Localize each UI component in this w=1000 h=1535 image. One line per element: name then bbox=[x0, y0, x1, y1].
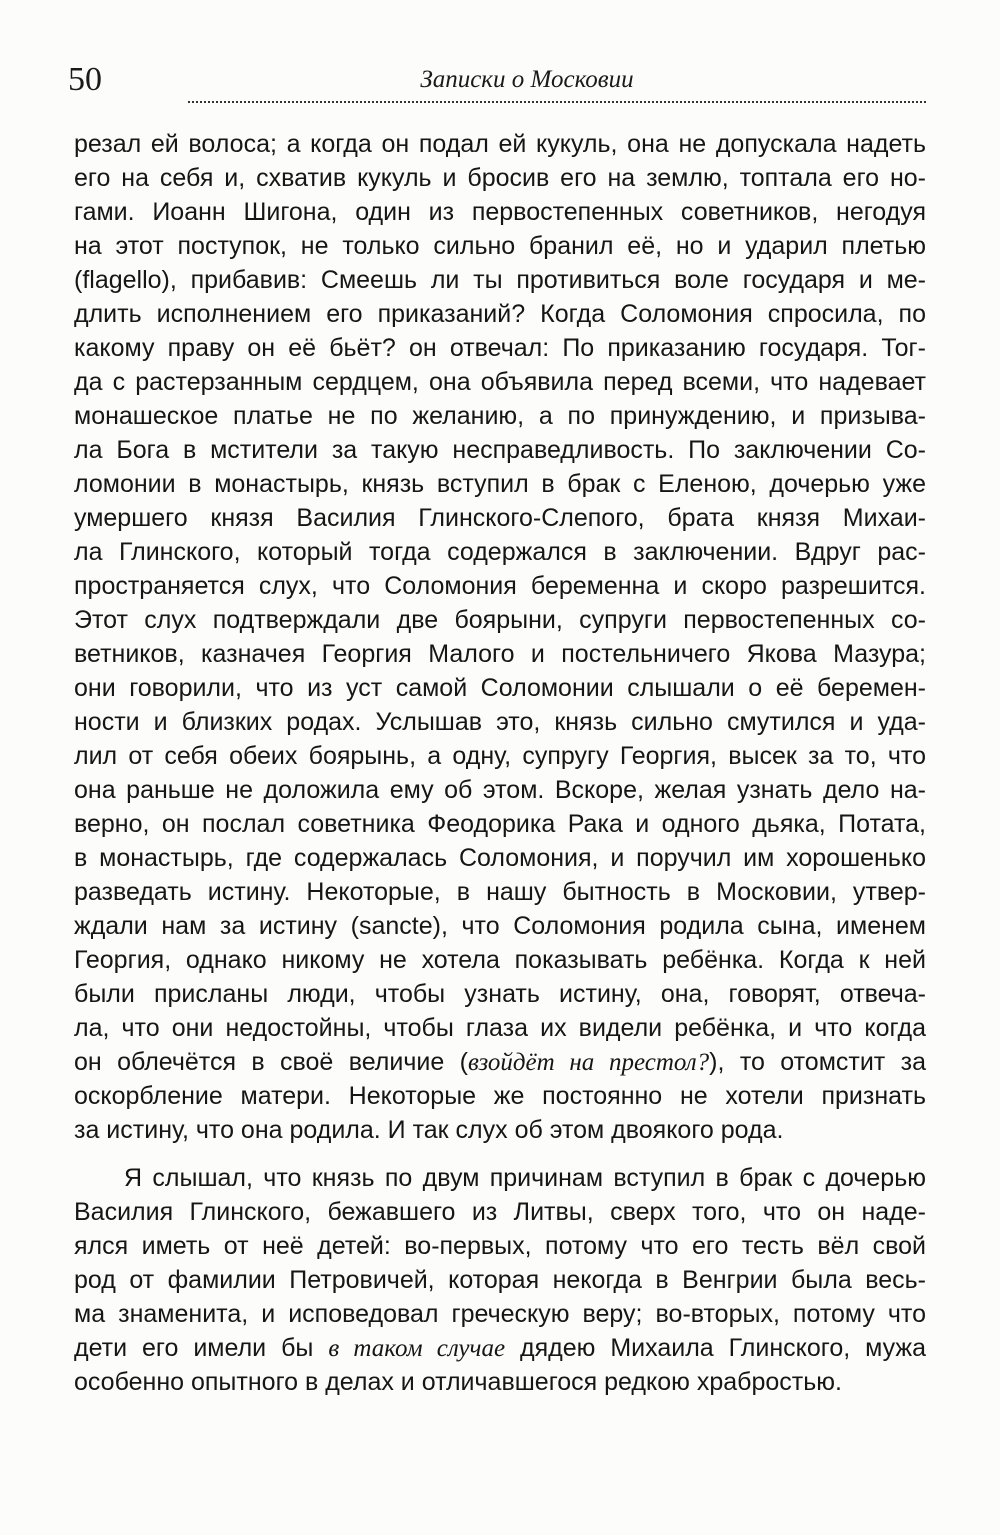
text-segment: длить исполнением его приказаний? Когда Соломония спросила, по bbox=[74, 300, 926, 328]
text-segment: за истину, что она родила. И так слух об этом двоякого рода. bbox=[74, 1116, 784, 1144]
text-line bbox=[74, 909, 926, 943]
text-segment: ла, что они недостойны, чтобы глаза их видели ребёнка, и что когда bbox=[74, 1014, 926, 1042]
text-segment: были присланы люди, чтобы узнать истину, она, говорят, отвеча- bbox=[74, 980, 926, 1008]
text-segment: она раньше не доложила ему об этом. Вскоре, желая узнать дело на- bbox=[74, 776, 926, 804]
text-segment: какому праву он её бьёт? он отвечал: По приказанию государя. Тог- bbox=[74, 334, 926, 362]
text-line bbox=[74, 773, 926, 807]
text-segment: они говорили, что из уст самой Соломонии слышали о её беремен- bbox=[74, 674, 926, 702]
text-line bbox=[74, 875, 926, 909]
paragraph-1 bbox=[74, 127, 926, 1147]
header-dotted-rule bbox=[188, 101, 926, 103]
text-line bbox=[74, 331, 926, 365]
text-segment: Георгия, однако никому не хотела показывать ребёнка. Когда к ней bbox=[74, 946, 926, 974]
text-line bbox=[74, 467, 926, 501]
text-line bbox=[74, 263, 926, 297]
text-segment: на этот поступок, не только сильно бранил её, но и ударил плетью bbox=[74, 232, 926, 260]
text-segment: ла Глинского, который тогда содержался в заключении. Вдруг рас- bbox=[74, 538, 926, 566]
text-segment: разведать истину. Некоторые, в нашу бытность в Московии, утвер- bbox=[74, 878, 926, 906]
text-line bbox=[74, 943, 926, 977]
text-line bbox=[74, 365, 926, 399]
text-line bbox=[74, 637, 926, 671]
italic-text: взойдёт на престол? bbox=[467, 1049, 710, 1076]
italic-text: в таком случае bbox=[328, 1335, 506, 1362]
text-line bbox=[74, 977, 926, 1011]
text-segment: ломонии в монастырь, князь вступил в брак с Еленою, дочерью уже bbox=[74, 470, 926, 498]
text-line bbox=[74, 705, 926, 739]
text-segment: особенно опытного в делах и отличавшегося редкою храбростью. bbox=[74, 1368, 842, 1396]
text-segment: ждали нам за истину (sancte), что Соломония родила сына, именем bbox=[74, 912, 926, 940]
text-segment: да с растерзанным сердцем, она объявила перед всеми, что надевает bbox=[74, 368, 926, 396]
text-line bbox=[74, 535, 926, 569]
text-line bbox=[74, 1263, 926, 1297]
paragraph-2 bbox=[74, 1161, 926, 1399]
text-line bbox=[74, 1297, 926, 1331]
text-line bbox=[74, 1011, 926, 1045]
text-line bbox=[74, 739, 926, 773]
text-line bbox=[74, 1331, 926, 1365]
text-segment: оскорбление матери. Некоторые же постоянно не хотели признать bbox=[74, 1082, 926, 1110]
running-title: Записки о Московии bbox=[420, 66, 634, 93]
text-segment: в монастырь, где содержалась Соломония, и поручил им хорошенько bbox=[74, 844, 926, 872]
text-segment: (flagello), прибавив: Смеешь ли ты противиться воле государя и ме- bbox=[74, 266, 926, 294]
text-segment: дети его имели бы bbox=[74, 1334, 329, 1362]
page-header bbox=[68, 58, 926, 102]
text-segment: верно, он послал советника Феодорика Рака и одного дьяка, Потата, bbox=[74, 810, 926, 838]
text-segment: гами. Иоанн Шигона, один из первостепенных советников, негодуя bbox=[74, 198, 926, 226]
text-line bbox=[74, 1045, 926, 1079]
text-segment: дядею Михаила Глинского, мужа bbox=[505, 1334, 926, 1362]
text-segment: ялся иметь от неё детей: во-первых, потому что его тесть вёл свой bbox=[74, 1232, 926, 1260]
text-line bbox=[74, 399, 926, 433]
text-line bbox=[74, 603, 926, 637]
paragraph-gap bbox=[74, 1147, 926, 1161]
text-line bbox=[74, 195, 926, 229]
text-segment: резал ей волоса; а когда он подал ей кукуль, она не допускала надеть bbox=[74, 130, 926, 158]
text-line bbox=[74, 1195, 926, 1229]
text-segment: ), то отомстит за bbox=[709, 1048, 927, 1076]
text-line bbox=[74, 127, 926, 161]
text-segment: его на себя и, схватив кукуль и бросив его на землю, топтала его но- bbox=[74, 164, 926, 192]
text-segment: ветников, казначея Георгия Малого и постельничего Якова Мазура; bbox=[74, 640, 926, 668]
text-line bbox=[74, 569, 926, 603]
text-segment: ма знаменита, и исповедовал греческую веру; во-вторых, потому что bbox=[74, 1300, 926, 1328]
text-line bbox=[74, 1079, 926, 1113]
text-line bbox=[74, 807, 926, 841]
text-segment: род от фамилии Петровичей, которая некогда в Венгрии была весь- bbox=[74, 1266, 926, 1294]
text-segment: он облечётся в своё величие ( bbox=[74, 1048, 468, 1076]
text-line bbox=[74, 1161, 926, 1195]
body-text bbox=[74, 127, 926, 1399]
text-segment: Этот слух подтверждали две боярыни, супруги первостепенных со- bbox=[74, 606, 926, 634]
text-segment: Я слышал, что князь по двум причинам вступил в брак с дочерью bbox=[124, 1164, 926, 1192]
text-line bbox=[74, 229, 926, 263]
text-line bbox=[74, 1229, 926, 1263]
text-line bbox=[74, 501, 926, 535]
text-segment: ла Бога в мстители за такую несправедливость. По заключении Со- bbox=[74, 436, 926, 464]
text-segment: пространяется слух, что Соломония беременна и скоро разрешится. bbox=[74, 572, 926, 600]
text-line bbox=[74, 671, 926, 705]
text-line bbox=[74, 841, 926, 875]
page-number: 50 bbox=[68, 61, 102, 98]
text-line bbox=[74, 1365, 926, 1399]
text-segment: Василия Глинского, бежавшего из Литвы, сверх того, что он наде- bbox=[74, 1198, 926, 1226]
text-segment: лил от себя обеих боярынь, а одну, супругу Георгия, высек за то, что bbox=[74, 742, 926, 770]
text-line bbox=[74, 1113, 926, 1147]
text-segment: ности и близких родах. Услышав это, князь сильно смутился и уда- bbox=[74, 708, 926, 736]
text-line bbox=[74, 297, 926, 331]
text-line bbox=[74, 161, 926, 195]
text-segment: умершего князя Василия Глинского-Слепого, брата князя Михаи- bbox=[74, 504, 926, 532]
text-segment: монашеское платье не по желанию, а по принуждению, и призыва- bbox=[74, 402, 926, 430]
text-line bbox=[74, 433, 926, 467]
